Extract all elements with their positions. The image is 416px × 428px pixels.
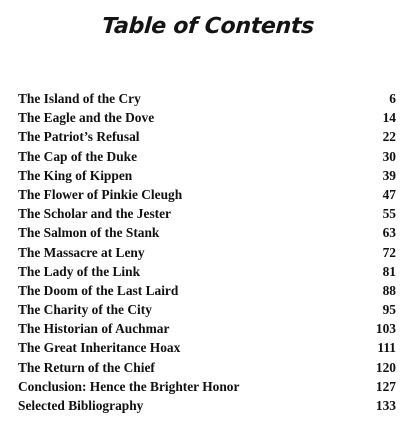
toc-entry	[18, 358, 396, 377]
toc-entry-title: The Doom of the Last Laird	[18, 282, 179, 298]
toc-entry-page-number: 95	[382, 302, 396, 318]
toc-entry-page-number: 22	[382, 129, 396, 145]
page-title: Table of Contents	[101, 14, 315, 39]
toc-entry-page-number: 81	[382, 263, 396, 279]
toc-entry	[18, 147, 396, 166]
toc-entry-page-number: 88	[382, 282, 396, 298]
toc-entry	[18, 338, 396, 357]
toc-entry-title: Selected Bibliography	[18, 398, 144, 413]
toc-entry-page-number: 14	[382, 110, 396, 126]
toc-entry-page-number: 30	[382, 148, 396, 164]
toc-entry	[18, 108, 396, 127]
toc-entry-title: The Flower of Pinkie Cleugh	[18, 186, 183, 202]
toc-entry	[18, 223, 396, 242]
toc-entry-title: The Cap of the Duke	[18, 148, 138, 164]
toc-entry-title: Conclusion: Hence the Brighter Honor	[18, 378, 240, 394]
toc-entry-title: The Massacre at Leny	[18, 244, 145, 260]
toc-entry-page-number: 6	[389, 91, 396, 106]
toc-entry-page-number: 120	[375, 359, 396, 375]
toc-entry-page-number: 72	[382, 244, 396, 260]
toc-entry-page-number: 63	[382, 225, 396, 241]
toc-entry-page-number: 103	[375, 321, 396, 337]
toc-entry-page-number: 55	[382, 206, 396, 222]
toc-entry	[18, 300, 396, 319]
toc-entry-title: The Great Inheritance Hoax	[18, 340, 181, 356]
toc-entry-title: The Historian of Auchmar	[18, 321, 170, 337]
toc-entry	[18, 185, 396, 204]
toc-entry	[18, 262, 396, 281]
toc-entry-page-number: 111	[377, 340, 396, 356]
toc-entry	[18, 396, 396, 415]
toc-entry	[18, 89, 396, 108]
toc-entry	[18, 243, 396, 262]
toc-entry-page-number: 47	[382, 186, 396, 202]
toc-entry-title: The Charity of the City	[18, 302, 152, 318]
toc-entry-page-number: 39	[382, 167, 396, 183]
toc-entry	[18, 281, 396, 300]
toc-entry-title: The Return of the Chief	[18, 359, 155, 375]
toc-entry-page-number: 127	[375, 378, 396, 394]
toc-entry-page-number: 133	[375, 398, 396, 413]
toc-entry	[18, 166, 396, 185]
toc-entry	[18, 319, 396, 338]
toc-entry	[18, 127, 396, 146]
toc-entry-title: The Salmon of the Stank	[18, 225, 160, 241]
toc-entry-title: The Island of the Cry	[18, 91, 141, 106]
table-of-contents	[18, 89, 396, 415]
toc-entry-title: The King of Kippen	[18, 167, 133, 183]
toc-entry-title: The Scholar and the Jester	[18, 206, 171, 222]
toc-entry	[18, 204, 396, 223]
toc-entry-title: The Lady of the Link	[18, 263, 141, 279]
toc-entry-title: The Eagle and the Dove	[18, 110, 155, 126]
toc-entry-title: The Patriot’s Refusal	[18, 129, 140, 145]
toc-entry	[18, 377, 396, 396]
